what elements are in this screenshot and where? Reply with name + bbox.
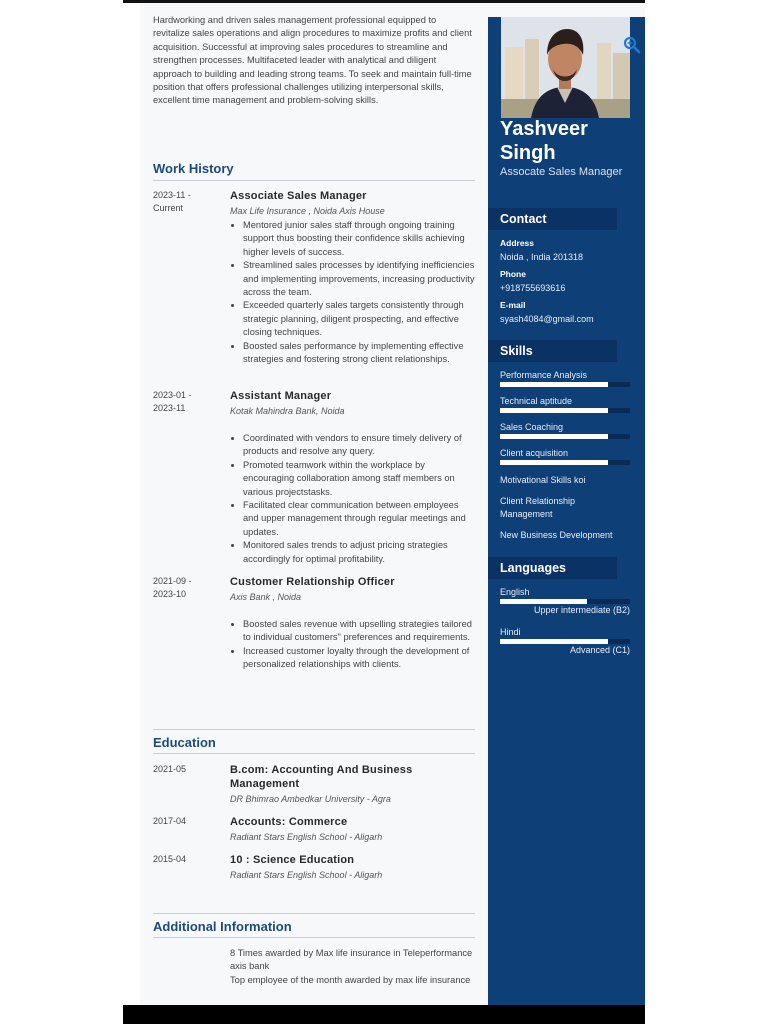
degree: 10 : Science Education xyxy=(230,854,355,866)
additional-info-heading: Additional Information xyxy=(153,919,292,934)
zoom-icon[interactable] xyxy=(623,36,641,54)
job-duty: • Exceeded quarterly sales targets consistently through strategic planning, diligent prospecting, and effective closing techniques. xyxy=(243,299,475,339)
education-date: 2015-04 xyxy=(153,854,187,864)
additional-line: 8 Times awarded by Max life insurance in Teleperformance axis bank xyxy=(230,948,473,972)
job-duty: • Monitored sales trends to adjust pricing strategies accordingly for optimal profitability. xyxy=(243,539,475,566)
section-divider xyxy=(153,913,475,914)
job-start-date: 2023-11 - xyxy=(153,190,191,200)
address-value: Noida , India 201318 xyxy=(500,252,584,262)
job-duties xyxy=(230,432,475,566)
skills-heading: Skills xyxy=(488,340,617,362)
language-level-bar xyxy=(500,639,630,644)
job-duties xyxy=(230,219,475,366)
job-duty: • Facilitated clear communication between employees and upper management through regular meetings and updates. xyxy=(243,499,475,539)
job-dates xyxy=(153,189,223,216)
job-end-date: 2023-10 xyxy=(153,589,187,600)
job-title: Assistant Manager xyxy=(230,390,332,402)
phone-value: +918755693616 xyxy=(500,283,566,293)
job-duties xyxy=(230,618,475,672)
section-divider xyxy=(153,180,475,181)
school: Radiant Stars English School - Aligarh xyxy=(230,832,383,842)
job-duty: • Boosted sales performance by implementing effective strategies and fostering strong client relationships. xyxy=(243,340,475,367)
skill-level-bar xyxy=(500,408,630,413)
job-duty: • Increased customer loyalty through the development of personalized relationships with clients. xyxy=(243,645,475,672)
first-name: Yashveer xyxy=(500,118,588,140)
languages-heading: Languages xyxy=(488,557,617,579)
language-level-bar xyxy=(500,599,630,604)
skill-name: Motivational Skills koi xyxy=(500,475,586,485)
sidebar xyxy=(488,17,645,1005)
address-label: Address xyxy=(500,238,535,248)
candidate-role: Assocate Sales Manager xyxy=(500,166,623,178)
section-divider xyxy=(153,753,475,754)
candidate-name xyxy=(500,117,640,165)
education-heading: Education xyxy=(153,735,216,750)
job-end-date: Current xyxy=(153,203,184,214)
job-duty: • Mentored junior sales staff through ongoing training support thus boosting their confidence skills achieving higher levels of success. xyxy=(243,219,475,259)
phone-label: Phone xyxy=(500,269,526,279)
job-employer: Kotak Mahindra Bank, Noida xyxy=(230,406,345,416)
skill-name: Sales Coaching xyxy=(500,422,564,432)
education-date: 2017-04 xyxy=(153,816,187,826)
job-duty: • Coordinated with vendors to ensure timely delivery of products and resolve any query. xyxy=(243,432,475,459)
job-title: Associate Sales Manager xyxy=(230,190,367,202)
language-name: English xyxy=(500,587,530,597)
job-start-date: 2021-09 - xyxy=(153,576,192,586)
job-duty: • Boosted sales revenue with upselling strategies tailored to individual customers" preferences and requirements. xyxy=(243,618,475,645)
language-name: Hindi xyxy=(500,627,521,637)
work-history-heading: Work History xyxy=(153,161,234,176)
skill-name: Technical aptitude xyxy=(500,396,573,406)
section-divider xyxy=(153,937,475,938)
skill-name: Client Relationship Management xyxy=(500,496,576,519)
school: Radiant Stars English School - Aligarh xyxy=(230,870,383,880)
degree: B.com: Accounting And Business Management xyxy=(230,764,413,790)
job-title: Customer Relationship Officer xyxy=(230,576,395,588)
skill-name: Client acquisition xyxy=(500,448,569,458)
contact-heading: Contact xyxy=(488,208,617,230)
job-dates xyxy=(153,575,223,602)
school: DR Bhimrao Ambedkar University - Agra xyxy=(230,794,391,804)
main-column xyxy=(153,14,475,985)
job-employer: Max Life Insurance , Noida Axis House xyxy=(230,206,385,216)
job-start-date: 2023-01 - xyxy=(153,390,192,400)
professional-summary: Hardworking and driven sales management professional equipped to revitalize sales operations and align procedures to maximize profits and client acquisition. Successful at improving sales procedures to streamline and strengthen processes. Multifaceted leader with analytical and diligent approach to building and leading strong teams. To seek and maintain full-time position that offers professional challenges utilizing interpersonal skills, excellent time management and problem-solving skills. xyxy=(153,15,472,106)
last-name: Singh xyxy=(500,142,556,164)
degree: Accounts: Commerce xyxy=(230,816,348,828)
language-level: Advanced (C1) xyxy=(569,645,630,655)
profile-photo xyxy=(501,17,630,118)
bottom-edge xyxy=(123,1005,645,1024)
skill-level-bar xyxy=(500,434,630,439)
job-employer: Axis Bank , Noida xyxy=(230,592,302,602)
job-duty: • Promoted teamwork within the workplace by encouraging collaboration among staff members on various projectstasks. xyxy=(243,459,475,499)
email-value[interactable]: syash4084@gmail.com xyxy=(500,314,594,324)
email-label: E-mail xyxy=(500,300,526,310)
profile-photo-illustration xyxy=(501,17,630,118)
language-level: Upper intermediate (B2) xyxy=(533,605,630,615)
additional-line: Top employee of the month awarded by max life insurance xyxy=(230,974,471,985)
section-divider xyxy=(153,729,475,730)
job-end-date: 2023-11 xyxy=(153,403,186,414)
job-duty: • Streamlined sales processes by identifying inefficiencies and implementing improvements, increasing productivity across the team. xyxy=(243,259,475,299)
skill-level-bar xyxy=(500,382,630,387)
skill-name: Performance Analysis xyxy=(500,370,588,380)
job-dates xyxy=(153,389,223,416)
skill-name: New Business Development xyxy=(500,530,613,540)
skill-level-bar xyxy=(500,460,630,465)
education-date: 2021-05 xyxy=(153,764,187,774)
